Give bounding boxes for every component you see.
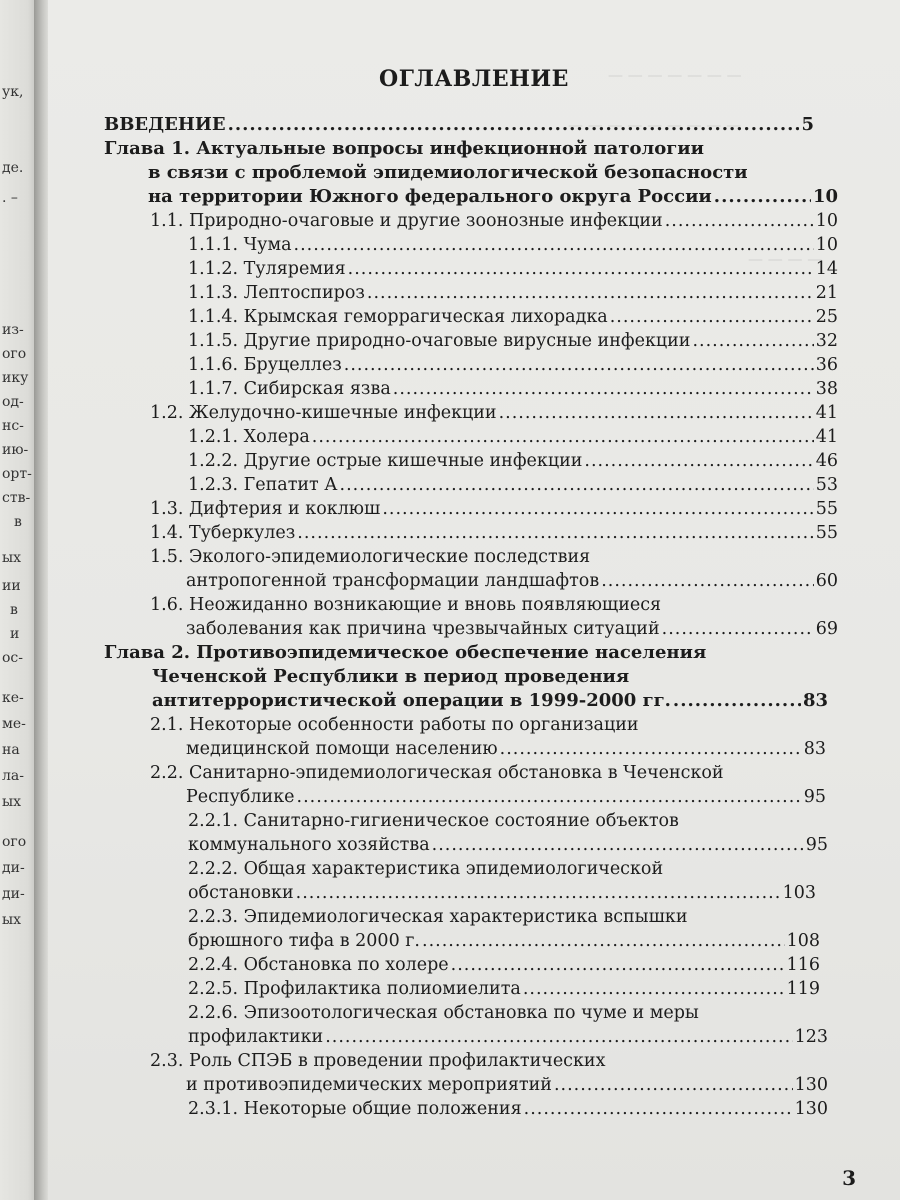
toc-entry-1-2[interactable] [150, 402, 838, 424]
toc-leader-dots [296, 882, 781, 904]
toc-page-number: 55 [815, 499, 838, 519]
left-page-fragment: орт- [2, 466, 32, 482]
toc-entry-label: медицинской помощи населению [186, 739, 498, 759]
toc-entry-2-2-2[interactable] [188, 882, 816, 904]
toc-leader-dots [432, 834, 804, 856]
toc-page-number: 10 [812, 186, 838, 207]
toc-entry-label: ВВЕДЕНИЕ [104, 114, 226, 135]
toc-page-number: 41 [815, 427, 838, 447]
toc-entry-chapter-1[interactable] [148, 186, 838, 208]
toc-page-number: 130 [794, 1099, 828, 1119]
toc-entry-1-5[interactable] [186, 570, 838, 592]
toc-entry-label: 1.1.1. Чума [188, 235, 292, 255]
toc-entry-2-2-2-line: 2.2.2. Общая характеристика эпидемиологической [188, 859, 664, 879]
toc-entry-1-2-2[interactable] [188, 450, 838, 472]
toc-entry-label: 1.2. Желудочно-кишечные инфекции [150, 403, 497, 423]
toc-leader-dots [523, 978, 785, 1000]
toc-entry-label: и противоэпидемических мероприятий [186, 1075, 552, 1095]
toc-leader-dots [297, 786, 802, 808]
left-page-fragment: и [10, 626, 20, 642]
toc-entry-1-1-3[interactable] [188, 282, 838, 304]
toc-page-number: 41 [815, 403, 838, 423]
toc-chapter-2-line: Чеченской Республики в период проведения [152, 666, 630, 687]
page-title: ОГЛАВЛЕНИЕ [379, 66, 569, 92]
toc-page-number: 10 [815, 211, 838, 231]
toc-leader-dots [601, 570, 814, 592]
toc-leader-dots [393, 378, 814, 400]
toc-page-number: 95 [803, 787, 826, 807]
toc-entry-2-2[interactable] [186, 786, 826, 808]
left-page-fragment: ла- [2, 768, 24, 784]
toc-entry-2-2-3[interactable] [188, 930, 820, 952]
left-page-fragment: ого [2, 834, 27, 850]
toc-leader-dots [367, 282, 814, 304]
toc-entry-label: антитеррористической операции в 1999-2000 гг. [152, 690, 671, 711]
toc-page-number: 103 [782, 883, 816, 903]
toc-leader-dots [692, 330, 813, 352]
toc-chapter-1-line: Глава 1. Актуальные вопросы инфекционной патологии [104, 138, 704, 159]
left-page-fragment: ств- [2, 490, 31, 506]
toc-entry-2-2-1-line: 2.2.1. Санитарно-гигиеническое состояние объектов [188, 811, 679, 831]
toc-entry-label: 1.1.5. Другие природно-очаговые вирусные инфекции [188, 331, 691, 351]
toc-page-number: 108 [786, 931, 820, 951]
toc-leader-dots [662, 618, 814, 640]
toc-entry-1-5-line: 1.5. Эколого-эпидемиологические последствия [150, 547, 591, 567]
toc-entry-label: 1.1.2. Туляремия [188, 259, 346, 279]
toc-entry-label: 1.1.7. Сибирская язва [188, 379, 391, 399]
toc-entry-2-1-line: 2.1. Некоторые особенности работы по организации [150, 715, 639, 735]
toc-leader-dots [500, 738, 802, 760]
toc-entry-label: 1.2.3. Гепатит А [188, 475, 338, 495]
toc-entry-1-1-2[interactable] [188, 258, 838, 280]
toc-page-number: 69 [815, 619, 838, 639]
toc-entry-label: Республике [186, 787, 295, 807]
left-page-fragment: ме- [2, 716, 26, 732]
toc-entry-1-2-3[interactable] [188, 474, 838, 496]
toc-entry-1-1-5[interactable] [188, 330, 838, 352]
toc-entry-label: профилактики [188, 1027, 324, 1047]
toc-entry-2-2-line: 2.2. Санитарно-эпидемиологическая обстановка в Чеченской [150, 763, 724, 783]
toc-entry-label: 1.3. Дифтерия и коклюш [150, 499, 381, 519]
left-page-fragment: ику [2, 370, 29, 386]
page-number: 3 [842, 1166, 856, 1190]
toc-page-number: 60 [815, 571, 838, 591]
toc-leader-dots [294, 234, 814, 256]
toc-entry-2-2-5[interactable] [188, 978, 820, 1000]
toc-entry-label: 1.1.6. Бруцеллез [188, 355, 342, 375]
left-page-fragment: ых [2, 794, 22, 810]
left-page-fragment: из- [2, 322, 24, 338]
show-through-decoration: — — — — — — — [608, 66, 742, 84]
toc-page-number: 53 [815, 475, 838, 495]
toc-entry-2-2-4[interactable] [188, 954, 820, 976]
toc-entry-label: 1.1.3. Лептоспироз [188, 283, 365, 303]
left-page-fragment: ых [2, 912, 22, 928]
toc-entry-1-6-line: 1.6. Неожиданно возникающие и вновь появляющиеся [150, 595, 662, 615]
toc-page-number: 83 [803, 739, 826, 759]
toc-chapter-2-line: Глава 2. Противоэпидемическое обеспечение населения [104, 642, 707, 663]
toc-leader-dots [610, 306, 814, 328]
toc-page-number: 95 [805, 835, 828, 855]
toc-chapter-1-line: в связи с проблемой эпидемиологической безопасности [148, 162, 748, 183]
left-page-fragment: ди- [2, 860, 25, 876]
toc-leader-dots [422, 930, 785, 952]
toc-leader-dots [665, 210, 814, 232]
toc-entry-2-3-line: 2.3. Роль СПЭБ в проведении профилактических [150, 1051, 606, 1071]
left-page-fragment: в [10, 602, 18, 618]
toc-entry-2-2-3-line: 2.2.3. Эпидемиологическая характеристика вспышки [188, 907, 688, 927]
toc-page-number: 83 [802, 690, 828, 711]
toc-entry-1-1-1[interactable] [188, 234, 838, 256]
left-page-fragment: ке- [2, 690, 24, 706]
toc-leader-dots [344, 354, 814, 376]
toc-leader-dots [554, 1074, 793, 1096]
toc-leader-dots [673, 690, 801, 712]
toc-entry-label: 2.2.4. Обстановка по холере [188, 955, 449, 975]
toc-page-number: 119 [786, 979, 820, 999]
show-through-decoration: — — — — [748, 250, 823, 268]
toc-entry-2-1[interactable] [186, 738, 826, 760]
left-page-fragment: . – [2, 190, 18, 206]
toc-entry-1-2-1[interactable] [188, 426, 838, 448]
left-page-fragment: ых [2, 550, 22, 566]
toc-entry-1-4[interactable] [150, 522, 838, 544]
toc-entry-label: 2.2.5. Профилактика полиомиелита [188, 979, 521, 999]
toc-page-number: 21 [815, 283, 838, 303]
toc-entry-label: коммунального хозяйства [188, 835, 430, 855]
toc-entry-label: 1.1. Природно-очаговые и другие зоонозные инфекции [150, 211, 663, 231]
toc-page-number: 5 [801, 114, 814, 135]
toc-entry-chapter-2[interactable] [152, 690, 828, 712]
toc-page-number: 14 [815, 259, 838, 279]
toc-entry-1-1-4[interactable] [188, 306, 838, 328]
toc-entry-1-1[interactable] [150, 210, 838, 232]
toc-leader-dots [297, 522, 813, 544]
left-page-fragment: од- [2, 394, 24, 410]
book-page [48, 0, 900, 1200]
left-page-fragment: нс- [2, 418, 24, 434]
toc-leader-dots [714, 186, 811, 208]
left-page-fragment: ди- [2, 886, 25, 902]
toc-leader-dots [228, 114, 800, 136]
left-page-fragment: ии [2, 578, 21, 594]
toc-page-number: 116 [786, 955, 820, 975]
toc-entry-2-2-6-line: 2.2.6. Эпизоотологическая обстановка по чуме и меры [188, 1003, 699, 1023]
left-page-fragment: ук, [2, 84, 24, 100]
toc-leader-dots [499, 402, 814, 424]
left-page-fragment: ию- [2, 442, 29, 458]
toc-page-number: 10 [815, 235, 838, 255]
left-page-fragment: ого [2, 346, 27, 362]
left-page-fragment: де. [2, 160, 24, 176]
toc-page-number: 25 [815, 307, 838, 327]
toc-page-number: 38 [815, 379, 838, 399]
toc-entry-1-1-6[interactable] [188, 354, 838, 376]
toc-entry-1-6[interactable] [186, 618, 838, 640]
toc-entry-label: 1.1.4. Крымская геморрагическая лихорадка [188, 307, 608, 327]
toc-entry-2-3[interactable] [186, 1074, 828, 1096]
toc-page-number: 36 [815, 355, 838, 375]
toc-entry-label: брюшного тифа в 2000 г. [188, 931, 420, 951]
toc-leader-dots [584, 450, 813, 472]
left-page-fragment: в [14, 514, 22, 530]
toc-entry-label: обстановки [188, 883, 294, 903]
toc-leader-dots [312, 426, 814, 448]
toc-entry-label: на территории Южного федерального округа России [148, 186, 712, 207]
toc-leader-dots [340, 474, 814, 496]
toc-entry-label: 2.3.1. Некоторые общие положения [188, 1099, 522, 1119]
toc-leader-dots [325, 1026, 792, 1048]
left-page-fragment: ос- [2, 650, 23, 666]
left-page-fragment: на [2, 742, 20, 758]
toc-entry-1-1-7[interactable] [188, 378, 838, 400]
toc-entry-2-2-1[interactable] [188, 834, 828, 856]
toc-entry-introduction[interactable] [104, 114, 814, 136]
toc-entry-label: 1.4. Туберкулез [150, 523, 296, 543]
toc-entry-label: 1.2.2. Другие острые кишечные инфекции [188, 451, 583, 471]
toc-leader-dots [382, 498, 813, 520]
toc-entry-2-2-6[interactable] [188, 1026, 828, 1048]
toc-entry-1-3[interactable] [150, 498, 838, 520]
toc-entry-label: заболевания как причина чрезвычайных ситуаций [186, 619, 660, 639]
toc-entry-label: антропогенной трансформации ландшафтов [186, 571, 600, 591]
toc-page-number: 130 [794, 1075, 828, 1095]
toc-page-number: 46 [815, 451, 838, 471]
toc-leader-dots [348, 258, 814, 280]
toc-leader-dots [451, 954, 785, 976]
toc-page-number: 55 [815, 523, 838, 543]
toc-leader-dots [524, 1098, 793, 1120]
toc-page-number: 32 [815, 331, 838, 351]
toc-page-number: 123 [794, 1027, 828, 1047]
show-through-decoration: — — — — — — — — — [568, 116, 742, 134]
toc-entry-2-3-1[interactable] [188, 1098, 828, 1120]
toc-entry-label: 1.2.1. Холера [188, 427, 310, 447]
